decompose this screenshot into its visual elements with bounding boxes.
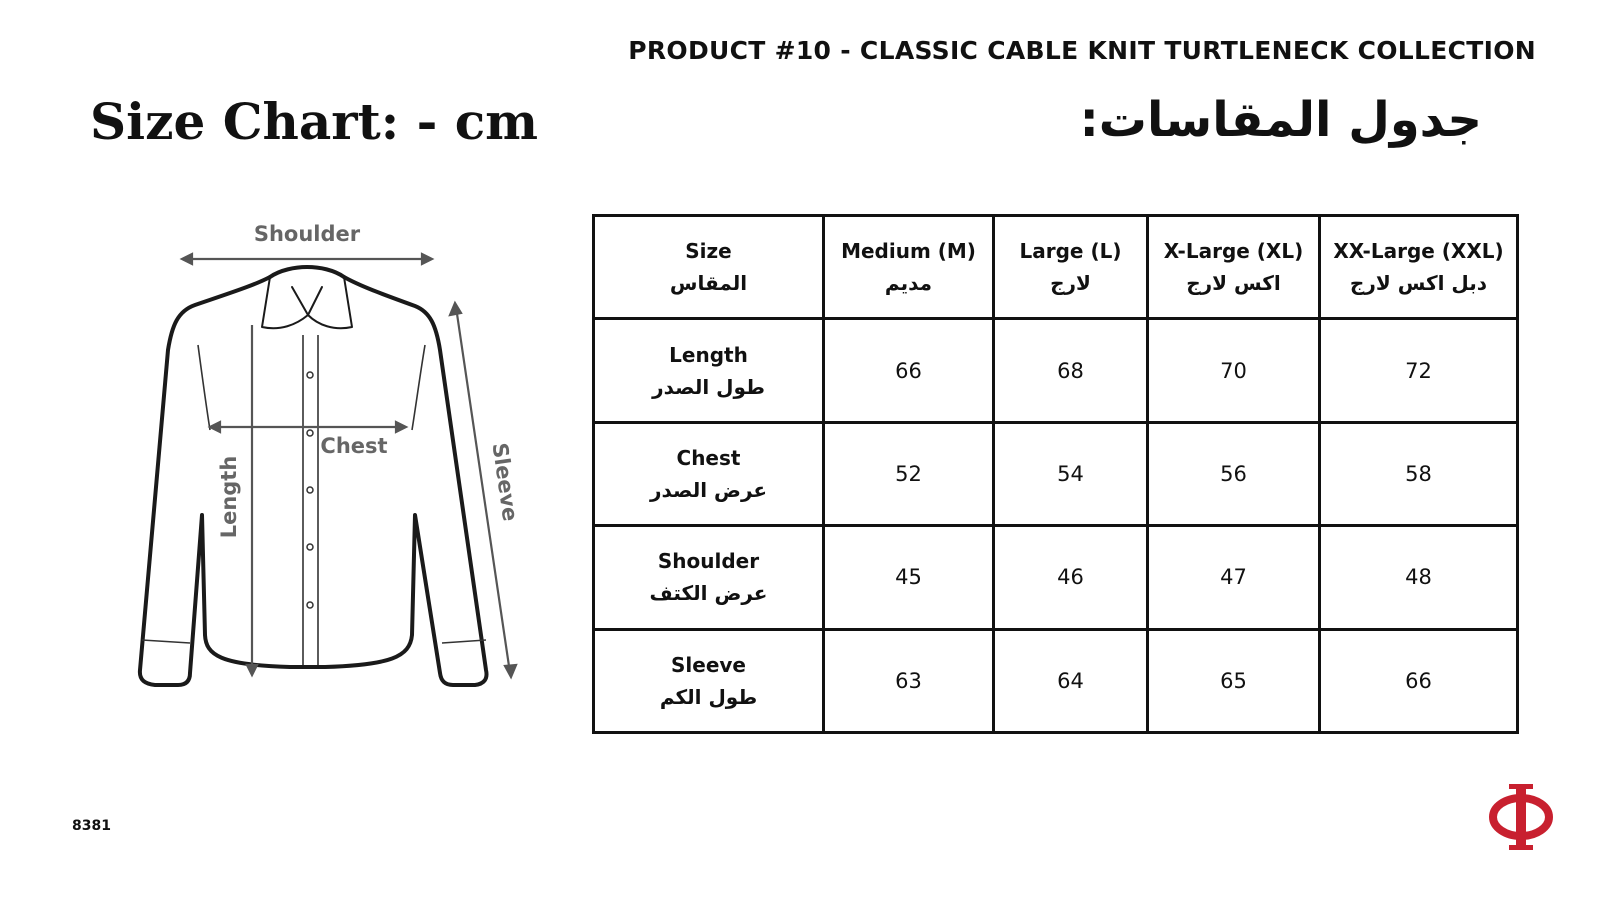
column-label-ar: دبل اكس لارج: [1349, 271, 1488, 296]
row-header-chest: [594, 422, 824, 525]
column-label-en: X-Large (XL): [1163, 239, 1304, 264]
table-cell: 72: [1320, 319, 1518, 422]
row-label-en: Shoulder: [657, 549, 760, 574]
table-cell: 54: [994, 422, 1148, 525]
size-header-ar: المقاس: [669, 271, 748, 296]
column-label-en: XX-Large (XXL): [1333, 239, 1504, 264]
size-chart-title-ar: جدول المقاسات:: [1079, 92, 1482, 148]
table-cell: 70: [1148, 319, 1320, 422]
table-cell: 45: [824, 526, 994, 629]
chest-label: Chest: [320, 434, 388, 458]
table-corner-cell: [594, 216, 824, 319]
column-header-medium: [824, 216, 994, 319]
table-cell: 58: [1320, 422, 1518, 525]
table-cell: 64: [994, 629, 1148, 732]
table-cell: 56: [1148, 422, 1320, 525]
column-label-ar: مديم: [884, 271, 933, 296]
table-header-row: [594, 216, 1518, 319]
row-label-ar: عرض الصدر: [649, 477, 768, 502]
table-row-sleeve: [594, 629, 1518, 732]
table-cell: 47: [1148, 526, 1320, 629]
table-row-length: [594, 319, 1518, 422]
column-header-xlarge: [1148, 216, 1320, 319]
column-label-ar: لارج: [1050, 271, 1091, 296]
row-label-ar: عرض الكتف: [649, 581, 768, 606]
table-row-shoulder: [594, 526, 1518, 629]
column-header-xxlarge: [1320, 216, 1518, 319]
column-label-en: Medium (M): [841, 239, 976, 264]
table-cell: 66: [1320, 629, 1518, 732]
table-cell: 48: [1320, 526, 1518, 629]
shirt-measurement-diagram: [120, 215, 540, 715]
table-cell: 66: [824, 319, 994, 422]
row-label-en: Length: [669, 342, 748, 367]
row-label-ar: طول الكم: [659, 684, 758, 709]
product-title: PRODUCT #10 - CLASSIC CABLE KNIT TURTLENECK COLLECTION: [628, 36, 1536, 65]
table-cell: 65: [1148, 629, 1320, 732]
size-table: [592, 214, 1519, 734]
table-cell: 46: [994, 526, 1148, 629]
size-chart-title-en: Size Chart: - cm: [90, 92, 539, 151]
row-label-en: Sleeve: [671, 652, 746, 677]
column-label-ar: اكس لارج: [1186, 271, 1281, 296]
table-cell: 63: [824, 629, 994, 732]
column-header-large: [994, 216, 1148, 319]
footer-code: 8381: [72, 818, 111, 834]
shirt-outline-icon: [140, 267, 487, 685]
row-header-shoulder: [594, 526, 824, 629]
phi-logo-icon: [1484, 780, 1558, 854]
table-cell: 52: [824, 422, 994, 525]
row-header-sleeve: [594, 629, 824, 732]
row-label-ar: طول الصدر: [652, 374, 765, 399]
row-header-length: [594, 319, 824, 422]
size-header-en: Size: [685, 239, 732, 264]
length-label: Length: [217, 455, 241, 539]
table-cell: 68: [994, 319, 1148, 422]
row-label-en: Chest: [676, 445, 741, 470]
table-row-chest: [594, 422, 1518, 525]
shoulder-label: Shoulder: [253, 222, 361, 246]
sleeve-label: Sleeve: [487, 441, 523, 523]
column-label-en: Large (L): [1019, 239, 1122, 264]
